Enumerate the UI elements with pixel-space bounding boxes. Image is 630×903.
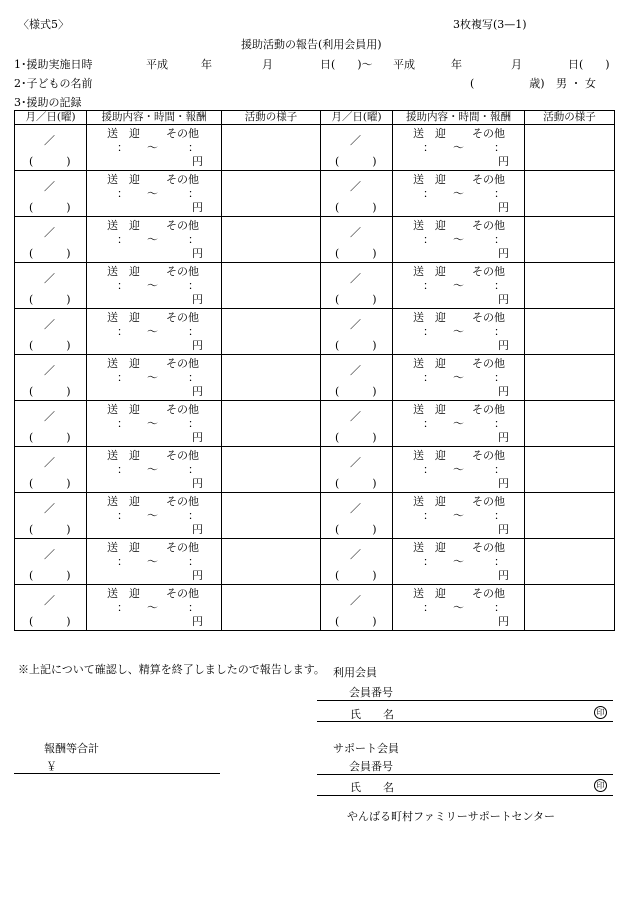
other-option: その他	[166, 495, 199, 508]
content-cell	[393, 447, 525, 493]
weekday-paren: ( )	[335, 615, 377, 628]
weekday-paren: ( )	[335, 431, 377, 444]
yen-unit: 円	[192, 615, 203, 628]
time-tilde: ～	[453, 417, 464, 430]
date-slash: ／	[44, 548, 55, 561]
activity-cell	[222, 447, 321, 493]
pickup-option: 送 迎	[413, 219, 446, 232]
weekday-paren: ( )	[29, 247, 71, 260]
weekday-paren: ( )	[29, 155, 71, 168]
form-title: 援助活動の報告(利用会員用)	[241, 38, 382, 51]
other-option: その他	[472, 219, 505, 232]
time-start-colon: ：	[423, 463, 434, 476]
pickup-option: 送 迎	[107, 541, 140, 554]
item1-day-end: 日( )	[568, 58, 610, 71]
date-slash: ／	[44, 318, 55, 331]
yen-unit: 円	[192, 247, 203, 260]
yen-unit: 円	[192, 385, 203, 398]
time-tilde: ～	[147, 141, 158, 154]
pickup-option: 送 迎	[107, 219, 140, 232]
date-cell	[321, 355, 393, 401]
content-cell	[87, 309, 222, 355]
time-start-colon: ：	[117, 141, 128, 154]
table-row	[15, 125, 615, 171]
activity-cell	[222, 171, 321, 217]
time-tilde: ～	[147, 325, 158, 338]
content-cell	[393, 493, 525, 539]
date-cell	[15, 447, 87, 493]
time-tilde: ～	[147, 509, 158, 522]
content-cell	[87, 263, 222, 309]
support-member-heading: サポート会員	[333, 742, 399, 755]
content-cell	[393, 171, 525, 217]
yen-unit: 円	[192, 201, 203, 214]
other-option: その他	[166, 219, 199, 232]
time-tilde: ～	[453, 601, 464, 614]
time-tilde: ～	[147, 233, 158, 246]
time-start-colon: ：	[117, 555, 128, 568]
yen-unit: 円	[498, 569, 509, 582]
time-end-colon: ：	[188, 555, 199, 568]
yen-unit: 円	[498, 615, 509, 628]
date-cell	[15, 585, 87, 631]
date-slash: ／	[44, 502, 55, 515]
pickup-option: 送 迎	[413, 495, 446, 508]
activity-cell	[222, 263, 321, 309]
activity-cell	[222, 309, 321, 355]
date-slash: ／	[44, 594, 55, 607]
time-tilde: ～	[453, 279, 464, 292]
pickup-option: 送 迎	[107, 265, 140, 278]
header-content-right: 援助内容・時間・報酬	[393, 111, 525, 125]
time-end-colon: ：	[188, 141, 199, 154]
date-cell	[321, 263, 393, 309]
table-row	[15, 585, 615, 631]
item1-era2: 平成	[393, 58, 415, 71]
time-start-colon: ：	[117, 187, 128, 200]
date-slash: ／	[350, 594, 361, 607]
date-cell	[15, 263, 87, 309]
date-slash: ／	[44, 180, 55, 193]
item1-day-start: 日( )～	[320, 58, 373, 71]
other-option: その他	[472, 173, 505, 186]
activity-cell	[525, 539, 615, 585]
table-row	[15, 539, 615, 585]
time-end-colon: ：	[188, 463, 199, 476]
date-slash: ／	[350, 226, 361, 239]
time-start-colon: ：	[117, 417, 128, 430]
other-option: その他	[472, 311, 505, 324]
activity-cell	[222, 217, 321, 263]
activity-cell	[525, 217, 615, 263]
yen-unit: 円	[498, 155, 509, 168]
pickup-option: 送 迎	[413, 357, 446, 370]
time-end-colon: ：	[494, 279, 505, 292]
weekday-paren: ( )	[335, 569, 377, 582]
time-end-colon: ：	[494, 233, 505, 246]
pickup-option: 送 迎	[413, 587, 446, 600]
total-label: 報酬等合計	[44, 742, 99, 755]
activity-cell	[222, 125, 321, 171]
content-cell	[393, 585, 525, 631]
date-slash: ／	[350, 456, 361, 469]
confirmation-text: ※上記について確認し、精算を終了しましたので報告します。	[18, 663, 325, 676]
time-end-colon: ：	[494, 601, 505, 614]
weekday-paren: ( )	[29, 615, 71, 628]
date-slash: ／	[350, 410, 361, 423]
time-end-colon: ：	[494, 141, 505, 154]
pickup-option: 送 迎	[107, 357, 140, 370]
date-cell	[321, 539, 393, 585]
time-start-colon: ：	[423, 509, 434, 522]
time-end-colon: ：	[188, 279, 199, 292]
time-end-colon: ：	[188, 325, 199, 338]
user-member-name-line	[317, 721, 613, 722]
date-cell	[321, 493, 393, 539]
table-row	[15, 493, 615, 539]
yen-unit: 円	[192, 293, 203, 306]
weekday-paren: ( )	[335, 385, 377, 398]
weekday-paren: ( )	[335, 201, 377, 214]
pickup-option: 送 迎	[413, 173, 446, 186]
content-cell	[393, 309, 525, 355]
content-cell	[393, 539, 525, 585]
time-end-colon: ：	[188, 233, 199, 246]
time-end-colon: ：	[494, 187, 505, 200]
content-cell	[87, 493, 222, 539]
time-start-colon: ：	[423, 371, 434, 384]
form-number: 〈様式5〉	[18, 18, 69, 31]
time-tilde: ～	[453, 187, 464, 200]
activity-cell	[222, 493, 321, 539]
weekday-paren: ( )	[335, 477, 377, 490]
date-cell	[321, 585, 393, 631]
time-tilde: ～	[453, 463, 464, 476]
time-start-colon: ：	[423, 417, 434, 430]
weekday-paren: ( )	[29, 201, 71, 214]
item1-month2: 月	[511, 58, 522, 71]
support-seal-mark: 印	[594, 779, 607, 792]
content-cell	[87, 539, 222, 585]
pickup-option: 送 迎	[413, 127, 446, 140]
yen-unit: 円	[192, 155, 203, 168]
pickup-option: 送 迎	[107, 173, 140, 186]
time-tilde: ～	[147, 371, 158, 384]
time-tilde: ～	[147, 279, 158, 292]
weekday-paren: ( )	[335, 523, 377, 536]
table-row	[15, 217, 615, 263]
date-slash: ／	[44, 410, 55, 423]
table-header-row	[15, 111, 615, 125]
content-cell	[393, 401, 525, 447]
other-option: その他	[166, 265, 199, 278]
header-date-left: 月／日(曜)	[15, 111, 87, 125]
time-start-colon: ：	[423, 555, 434, 568]
time-end-colon: ：	[188, 601, 199, 614]
table-row	[15, 171, 615, 217]
activity-cell	[222, 539, 321, 585]
date-cell	[321, 125, 393, 171]
date-slash: ／	[350, 318, 361, 331]
pickup-option: 送 迎	[107, 403, 140, 416]
yen-unit: 円	[192, 477, 203, 490]
date-cell	[321, 401, 393, 447]
other-option: その他	[166, 311, 199, 324]
weekday-paren: ( )	[335, 247, 377, 260]
weekday-paren: ( )	[335, 293, 377, 306]
support-member-number-label: 会員番号	[349, 760, 393, 773]
support-member-name-line	[317, 795, 613, 796]
user-seal-mark: 印	[594, 706, 607, 719]
date-cell	[15, 125, 87, 171]
date-slash: ／	[350, 502, 361, 515]
table-row	[15, 401, 615, 447]
date-slash: ／	[44, 364, 55, 377]
time-start-colon: ：	[423, 187, 434, 200]
time-end-colon: ：	[188, 187, 199, 200]
yen-unit: 円	[498, 523, 509, 536]
content-cell	[87, 401, 222, 447]
time-start-colon: ：	[117, 601, 128, 614]
time-tilde: ～	[147, 463, 158, 476]
item3-label: 3･援助の記録	[14, 96, 82, 109]
weekday-paren: ( )	[29, 385, 71, 398]
date-cell	[15, 401, 87, 447]
yen-unit: 円	[192, 339, 203, 352]
item2-label: 2･子どもの名前	[14, 77, 93, 90]
date-cell	[321, 309, 393, 355]
yen-unit: 円	[192, 523, 203, 536]
item1-label: 1･援助実施日時	[14, 58, 93, 71]
header-date-right: 月／日(曜)	[321, 111, 393, 125]
weekday-paren: ( )	[29, 477, 71, 490]
activity-cell	[222, 401, 321, 447]
date-slash: ／	[350, 364, 361, 377]
content-cell	[393, 263, 525, 309]
time-end-colon: ：	[188, 371, 199, 384]
time-start-colon: ：	[117, 371, 128, 384]
weekday-paren: ( )	[29, 293, 71, 306]
activity-cell	[222, 585, 321, 631]
date-cell	[15, 309, 87, 355]
date-cell	[15, 217, 87, 263]
time-tilde: ～	[147, 187, 158, 200]
other-option: その他	[166, 357, 199, 370]
other-option: その他	[472, 495, 505, 508]
time-start-colon: ：	[117, 509, 128, 522]
time-start-colon: ：	[423, 279, 434, 292]
activity-cell	[525, 493, 615, 539]
content-cell	[393, 217, 525, 263]
activity-cell	[525, 171, 615, 217]
time-end-colon: ：	[188, 509, 199, 522]
user-member-name-label: 氏 名	[350, 708, 394, 721]
date-slash: ／	[350, 180, 361, 193]
time-tilde: ～	[453, 325, 464, 338]
date-slash: ／	[350, 134, 361, 147]
time-tilde: ～	[453, 233, 464, 246]
activity-cell	[525, 401, 615, 447]
weekday-paren: ( )	[335, 339, 377, 352]
date-cell	[15, 493, 87, 539]
time-start-colon: ：	[423, 233, 434, 246]
content-cell	[393, 355, 525, 401]
time-tilde: ～	[147, 555, 158, 568]
time-end-colon: ：	[494, 463, 505, 476]
table-row	[15, 263, 615, 309]
activity-cell	[525, 309, 615, 355]
yen-unit: 円	[498, 339, 509, 352]
time-tilde: ～	[147, 417, 158, 430]
record-table	[14, 110, 615, 631]
time-end-colon: ：	[494, 555, 505, 568]
date-cell	[321, 217, 393, 263]
yen-unit: 円	[498, 293, 509, 306]
time-start-colon: ：	[117, 325, 128, 338]
other-option: その他	[472, 449, 505, 462]
date-slash: ／	[44, 272, 55, 285]
user-member-number-line	[317, 700, 613, 701]
other-option: その他	[166, 449, 199, 462]
time-start-colon: ：	[117, 463, 128, 476]
center-name: やんばる町村ファミリーサポートセンター	[347, 810, 556, 823]
yen-unit: 円	[192, 569, 203, 582]
other-option: その他	[472, 357, 505, 370]
other-option: その他	[166, 403, 199, 416]
date-cell	[15, 355, 87, 401]
total-line	[14, 773, 220, 774]
pickup-option: 送 迎	[107, 449, 140, 462]
other-option: その他	[472, 541, 505, 554]
time-end-colon: ：	[494, 371, 505, 384]
date-cell	[321, 171, 393, 217]
time-tilde: ～	[453, 371, 464, 384]
gender-field: 男 ・ 女	[556, 77, 596, 90]
item1-year2: 年	[451, 58, 462, 71]
other-option: その他	[166, 127, 199, 140]
content-cell	[87, 447, 222, 493]
date-slash: ／	[350, 272, 361, 285]
other-option: その他	[472, 127, 505, 140]
time-tilde: ～	[147, 601, 158, 614]
weekday-paren: ( )	[335, 155, 377, 168]
item1-era: 平成	[146, 58, 168, 71]
yen-unit: 円	[498, 477, 509, 490]
content-cell	[87, 125, 222, 171]
pickup-option: 送 迎	[107, 495, 140, 508]
table-row	[15, 355, 615, 401]
content-cell	[393, 125, 525, 171]
time-tilde: ～	[453, 555, 464, 568]
time-start-colon: ：	[117, 279, 128, 292]
pickup-option: 送 迎	[413, 403, 446, 416]
date-slash: ／	[44, 134, 55, 147]
weekday-paren: ( )	[29, 523, 71, 536]
date-slash: ／	[44, 226, 55, 239]
yen-unit: 円	[498, 247, 509, 260]
pickup-option: 送 迎	[107, 127, 140, 140]
other-option: その他	[166, 541, 199, 554]
time-end-colon: ：	[494, 325, 505, 338]
content-cell	[87, 585, 222, 631]
item1-year: 年	[201, 58, 212, 71]
time-end-colon: ：	[494, 417, 505, 430]
other-option: その他	[166, 173, 199, 186]
time-end-colon: ：	[494, 509, 505, 522]
header-activity-left: 活動の様子	[222, 111, 321, 125]
header-content-left: 援助内容・時間・報酬	[87, 111, 222, 125]
header-activity-right: 活動の様子	[525, 111, 615, 125]
time-start-colon: ：	[117, 233, 128, 246]
time-start-colon: ：	[423, 141, 434, 154]
weekday-paren: ( )	[29, 569, 71, 582]
support-member-name-label: 氏 名	[350, 781, 394, 794]
content-cell	[87, 217, 222, 263]
user-member-number-label: 会員番号	[349, 686, 393, 699]
pickup-option: 送 迎	[413, 449, 446, 462]
time-tilde: ～	[453, 141, 464, 154]
activity-cell	[525, 447, 615, 493]
time-tilde: ～	[453, 509, 464, 522]
yen-unit: 円	[498, 385, 509, 398]
user-member-heading: 利用会員	[333, 666, 377, 679]
yen-unit: 円	[498, 431, 509, 444]
date-slash: ／	[350, 548, 361, 561]
yen-unit: 円	[192, 431, 203, 444]
time-start-colon: ：	[423, 601, 434, 614]
table-row	[15, 447, 615, 493]
activity-cell	[525, 585, 615, 631]
item1-month: 月	[262, 58, 273, 71]
other-option: その他	[472, 587, 505, 600]
other-option: その他	[472, 265, 505, 278]
pickup-option: 送 迎	[413, 311, 446, 324]
time-start-colon: ：	[423, 325, 434, 338]
copy-note: 3枚複写(3—1)	[453, 18, 527, 31]
table-row	[15, 309, 615, 355]
date-slash: ／	[44, 456, 55, 469]
activity-cell	[525, 125, 615, 171]
weekday-paren: ( )	[29, 339, 71, 352]
activity-cell	[222, 355, 321, 401]
date-cell	[15, 539, 87, 585]
age-field: ( 歳)	[470, 77, 545, 90]
weekday-paren: ( )	[29, 431, 71, 444]
activity-cell	[525, 355, 615, 401]
pickup-option: 送 迎	[413, 265, 446, 278]
support-member-number-line	[317, 774, 613, 775]
content-cell	[87, 171, 222, 217]
yen-unit: 円	[498, 201, 509, 214]
time-end-colon: ：	[188, 417, 199, 430]
date-cell	[15, 171, 87, 217]
total-currency: ￥	[46, 760, 57, 773]
content-cell	[87, 355, 222, 401]
activity-cell	[525, 263, 615, 309]
pickup-option: 送 迎	[107, 311, 140, 324]
other-option: その他	[166, 587, 199, 600]
date-cell	[321, 447, 393, 493]
other-option: その他	[472, 403, 505, 416]
pickup-option: 送 迎	[413, 541, 446, 554]
pickup-option: 送 迎	[107, 587, 140, 600]
